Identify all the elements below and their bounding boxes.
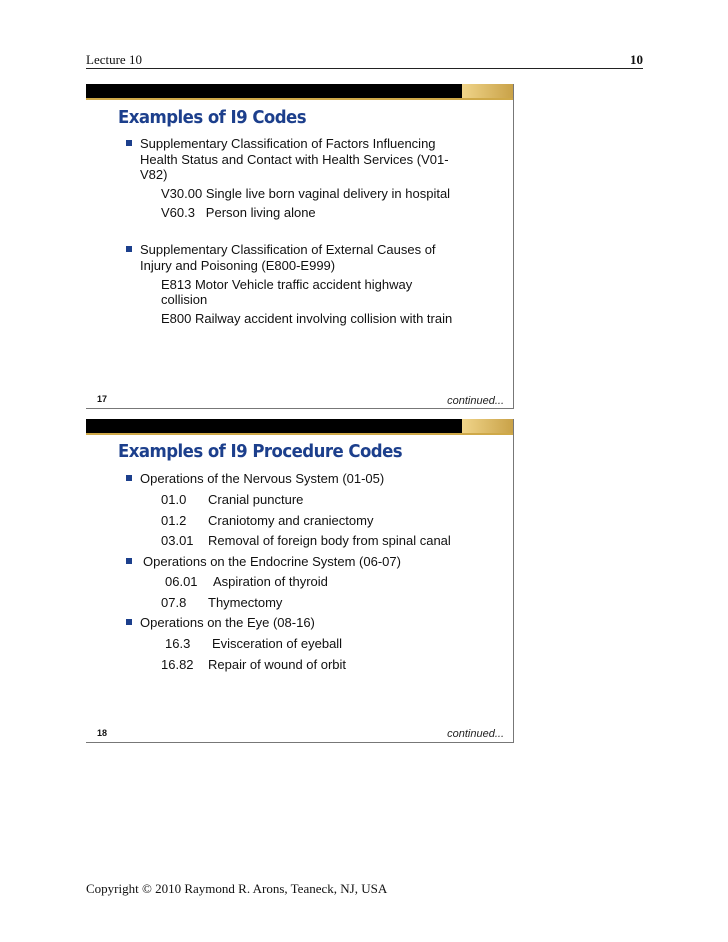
bullet-square-icon bbox=[126, 558, 132, 564]
section-heading: Operations on the Endocrine System (06-07) bbox=[143, 554, 401, 569]
copyright-footer: Copyright © 2010 Raymond R. Arons, Teaneck, NJ, USA bbox=[86, 881, 388, 896]
bullet-text: Supplementary Classification of Factors Influencing bbox=[140, 136, 436, 151]
code-number: 07.8 bbox=[161, 595, 187, 610]
bullet-square-icon bbox=[126, 475, 132, 481]
code-line: collision bbox=[161, 292, 208, 307]
code-number: 06.01 bbox=[165, 574, 198, 589]
code-description: Removal of foreign body from spinal canal bbox=[208, 533, 451, 548]
lecture-label: Lecture 10 bbox=[86, 52, 142, 67]
slide-title: Examples of I9 Procedure Codes bbox=[118, 441, 403, 462]
continued-label: continued... bbox=[447, 395, 504, 407]
code-description: Aspiration of thyroid bbox=[213, 574, 328, 589]
slide-title: Examples of I9 Codes bbox=[118, 107, 307, 128]
continued-label: continued... bbox=[447, 728, 504, 740]
code-number: 03.01 bbox=[161, 533, 194, 548]
slide-header-accent bbox=[86, 433, 513, 435]
bullet-square-icon bbox=[126, 619, 132, 625]
code-description: Evisceration of eyeball bbox=[212, 636, 343, 651]
bullet-square-icon bbox=[126, 140, 132, 146]
slide-header-bar bbox=[86, 84, 513, 98]
slide-header-bar bbox=[86, 419, 513, 433]
code-number: 16.82 bbox=[161, 657, 194, 672]
code-line: V60.3 Person living alone bbox=[161, 205, 316, 220]
bullet-square-icon bbox=[126, 246, 132, 252]
code-number: 01.0 bbox=[161, 492, 187, 507]
code-description: Craniotomy and craniectomy bbox=[208, 513, 374, 528]
code-line: E813 Motor Vehicle traffic accident highway bbox=[161, 277, 413, 292]
slide-number: 17 bbox=[97, 394, 108, 404]
page-number: 10 bbox=[630, 52, 643, 67]
code-number: 16.3 bbox=[165, 636, 191, 651]
code-description: Repair of wound of orbit bbox=[208, 657, 347, 672]
slide-number: 18 bbox=[97, 728, 108, 738]
section-heading: Operations of the Nervous System (01-05) bbox=[140, 471, 385, 486]
slide-17 bbox=[86, 84, 514, 409]
code-description: Thymectomy bbox=[208, 595, 283, 610]
slide-18 bbox=[86, 419, 514, 743]
page-header bbox=[86, 50, 643, 69]
code-number: 01.2 bbox=[161, 513, 187, 528]
code-line: E800 Railway accident involving collision with train bbox=[161, 311, 453, 326]
section-heading: Operations on the Eye (08-16) bbox=[140, 615, 315, 630]
bullet-text: Supplementary Classification of External Causes of bbox=[140, 242, 436, 257]
bullet-text: Health Status and Contact with Health Services (V01- bbox=[140, 152, 449, 167]
bullet-text: V82) bbox=[140, 167, 168, 182]
slide-header-accent bbox=[86, 98, 513, 100]
code-line: V30.00 Single live born vaginal delivery in hospital bbox=[161, 186, 451, 201]
bullet-text: Injury and Poisoning (E800-E999) bbox=[140, 258, 336, 273]
code-description: Cranial puncture bbox=[208, 492, 304, 507]
